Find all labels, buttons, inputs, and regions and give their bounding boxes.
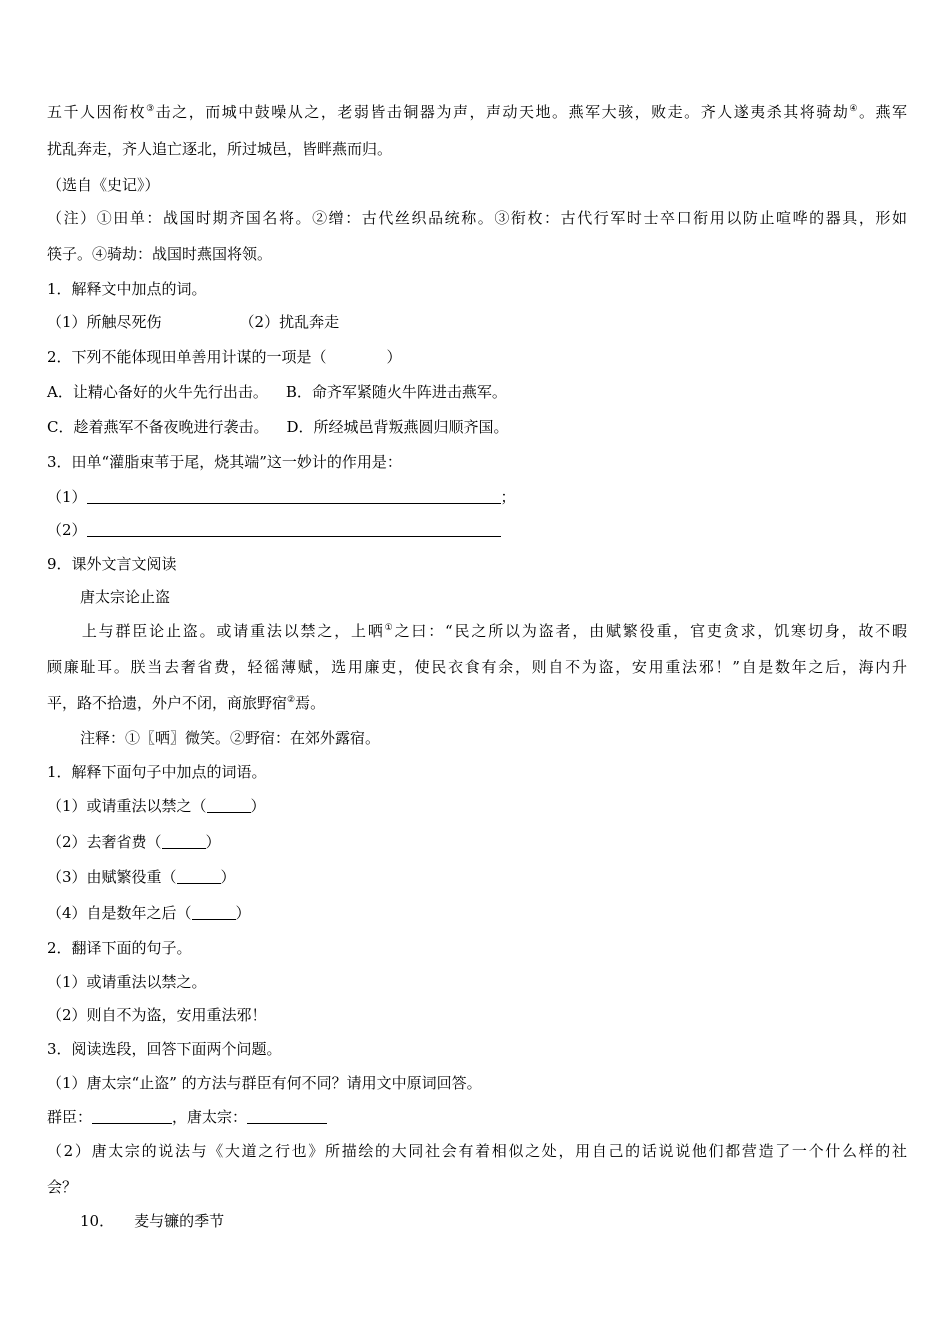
- section10-heading: 10． 麦与镰的季节: [80, 1212, 225, 1230]
- passage1-line1: 五千人因衔枚③击之，而城中鼓噪从之，老弱皆击铜器为声，声动天地。燕军大骇，败走。齐人遂夷杀其将骑劫④。燕军: [47, 103, 907, 121]
- answer-blank[interactable]: [92, 1109, 172, 1124]
- s9q3-answer-line: 群臣： ，唐太宗：: [47, 1106, 907, 1128]
- q3-title: 3．田单“灌脂束苇于尾，烧其端”这一妙计的作用是：: [47, 453, 402, 471]
- option-c: C．趁着燕军不备夜晚进行袭击。: [47, 418, 269, 436]
- option-d: D．所经城邑背叛燕圆归顺齐国。: [286, 418, 509, 436]
- section9-heading: 9．课外文言文阅读: [47, 555, 177, 573]
- answer-blank[interactable]: [247, 1109, 327, 1124]
- s9q1-title: 1．解释下面句子中加点的词语。: [47, 763, 267, 781]
- s9q1-item4: （4）自是数年之后（ ）: [47, 904, 251, 922]
- s9q1-item1: （1）或请重法以禁之（ ）: [47, 797, 266, 815]
- q2-options-cd: [47, 416, 907, 438]
- q1-title: 1．解释文中加点的词。: [47, 280, 207, 298]
- section9-note: 注释：①〖哂〗微笑。②野宿：在郊外露宿。: [80, 729, 381, 747]
- s9q1-item2: （2）去奢省费（ ）: [47, 833, 221, 851]
- passage1-source: （选自《史记》）: [47, 176, 160, 194]
- answer-blank[interactable]: [162, 834, 206, 849]
- option-b: B．命齐军紧随火牛阵进击燕军。: [285, 383, 507, 401]
- answer-blank[interactable]: [177, 869, 221, 884]
- s9q1-item3: （3）由赋繁役重（ ）: [47, 868, 236, 886]
- q2-title: 2．下列不能体现田单善用计谋的一项是（ ）: [47, 348, 402, 366]
- passage1-note-line1: （注）①田单：战国时期齐国名将。②缯：古代丝织品统称。③衔枚：古代行军时士卒口衔用以防止喧哗的器具，形如: [47, 209, 907, 227]
- section9-title: 唐太宗论止盗: [80, 588, 171, 606]
- answer-blank[interactable]: [87, 522, 501, 537]
- s9q3-item1: （1）唐太宗“止盗” 的方法与群臣有何不同？请用文中原词回答。: [47, 1074, 482, 1092]
- answer-blank[interactable]: [207, 798, 251, 813]
- option-a: A．让精心备好的火牛先行出击。: [47, 383, 268, 401]
- s9q2-title: 2．翻译下面的句子。: [47, 939, 192, 957]
- q3-item2: （2）: [47, 519, 907, 541]
- s9q3-title: 3．阅读选段，回答下面两个问题。: [47, 1040, 282, 1058]
- s9q2-item1: （1）或请重法以禁之。: [47, 973, 207, 991]
- s9q3-item2-line1: （2）唐太宗的说法与《大道之行也》所描绘的大同社会有着相似之处，用自己的话说说他们都营造了一个什么样的社: [47, 1142, 907, 1160]
- q3-item1: （1） ；: [47, 488, 516, 506]
- answer-blank[interactable]: [87, 489, 501, 504]
- passage1-note-line2: 筷子。④骑劫：战国时燕国将领。: [47, 245, 273, 263]
- section9-para-line3: 平，路不拾遗，外户不闭，商旅野宿②焉。: [47, 694, 326, 712]
- answer-blank[interactable]: [192, 905, 236, 920]
- section9-para-line1: 上与群臣论止盗。或请重法以禁之，上哂①之曰：“民之所以为盗者，由赋繁役重，官吏贪求，饥寒切身，故不暇: [80, 622, 907, 640]
- passage1-line2: 扰乱奔走，齐人追亡逐北，所过城邑，皆畔燕而归。: [47, 140, 393, 158]
- s9q3-item2-line2: 会？: [47, 1178, 78, 1196]
- q1-items: （1）所触尽死伤 （2）扰乱奔走: [47, 313, 340, 331]
- section9-para-line2: 顾廉耻耳。朕当去奢省费，轻徭薄赋，选用廉吏，使民衣食有余，则自不为盗，安用重法邪！”自是数年之后，海内升: [47, 658, 907, 676]
- s9q2-item2: （2）则自不为盗，安用重法邪！: [47, 1006, 267, 1024]
- q2-options-ab: [47, 381, 907, 403]
